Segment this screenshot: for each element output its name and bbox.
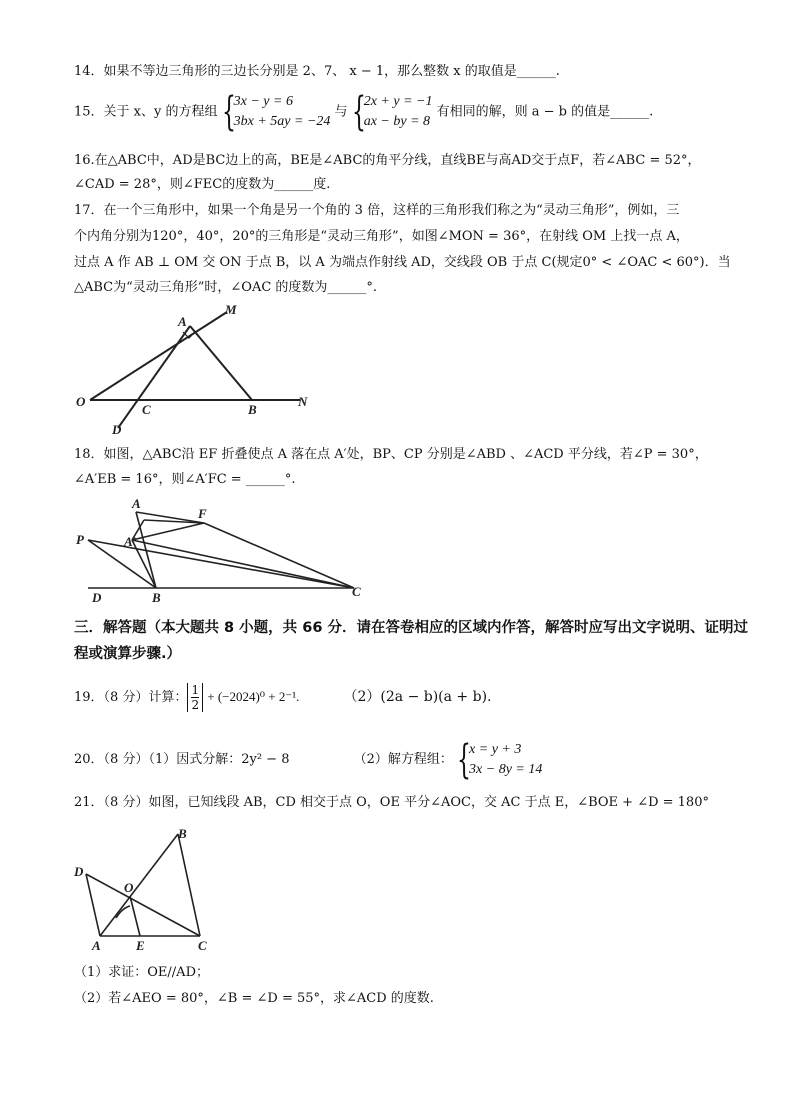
fig18-label-P: P — [76, 532, 84, 547]
figure-18 — [74, 496, 374, 608]
fig17-label-C: C — [142, 402, 151, 417]
question-14: 14．如果不等边三角形的三边长分别是 2、7、 x − 1，那么整数 x 的取值是______. — [74, 64, 560, 79]
fig21-label-D: D — [74, 864, 84, 879]
fig17-label-B: B — [248, 402, 257, 417]
fig17-label-O: O — [76, 394, 86, 409]
q20-part-2: （2）解方程组： — [353, 752, 453, 767]
q19-label: 19．（8 分）计算： — [74, 690, 188, 705]
q15-system-2: { 2x + y = −1 ax − by = 8 — [352, 92, 433, 132]
question-20 — [74, 738, 752, 782]
question-16-line-1: 16.在△ABC中，AD是BC边上的高，BE是∠ABC的角平分线，直线BE与高AD交于点F，若∠ABC = 52°， — [74, 153, 701, 168]
fig17-label-M: M — [225, 302, 237, 317]
q15-suffix: 有相同的解，则 a − b 的值是______. — [436, 104, 654, 120]
q15-system-1: { 3x − y = 6 3bx + 5ay = −24 — [222, 92, 331, 132]
q15-prefix: 15．关于 x、y 的方程组 — [74, 104, 218, 120]
fig18-label-F: F — [198, 506, 207, 521]
question-21-sub-2: （2）若∠AEO = 80°，∠B = ∠D = 55°，求∠ACD 的度数. — [74, 991, 434, 1006]
question-16-line-2: ∠CAD = 28°，则∠FEC的度数为______度. — [74, 177, 331, 192]
section-3-heading: 三．解答题（本大题共 8 小题，共 66 分．请在答卷相应的区域内作答，解答时应写出文字说明、证明过程或演算步骤.） — [74, 620, 748, 662]
fig18-label-B: B — [152, 590, 161, 605]
fig21-label-A: A — [92, 938, 101, 953]
segment-AB — [190, 326, 252, 400]
segment-A-prime-F — [132, 523, 204, 540]
question-18-line-1: 18．如图，△ABC沿 EF 折叠使点 A 落在点 A′处，BP、CP 分别是∠ABD 、∠ACD 平分线，若∠P = 30°， — [74, 447, 708, 462]
fig18-label-C: C — [352, 584, 361, 599]
fig18-label-A-prime: A′ — [124, 534, 137, 549]
question-17-line-1: 17．在一个三角形中，如果一个角是另一个角的 3 倍，这样的三角形我们称之为“灵动三角形”，例如，三 — [74, 203, 680, 218]
segment-FC — [204, 523, 354, 588]
question-18-line-2: ∠A′EB = 16°，则∠A′FC = ______°. — [74, 472, 296, 487]
fig17-label-N: N — [298, 394, 308, 409]
question-21-line-1: 21．（8 分）如图，已知线段 AB，CD 相交于点 O，OE 平分∠AOC，交 AC 于点 E，∠BOE + ∠D = 180° — [74, 795, 709, 810]
segment-AB — [100, 834, 178, 936]
figure-17 — [72, 300, 332, 440]
q20-part-1: 20．（8 分）（1）因式分解：2y² − 8 — [74, 752, 290, 767]
question-21-sub-1: （1）求证：OE//AD； — [74, 965, 209, 980]
question-15 — [74, 92, 752, 132]
question-17-line-3: 过点 A 作 AB ⊥ OM 交 ON 于点 B，以 A 为端点作射线 AD，交线段 OB 于点 C(规定0° < ∠OAC < 60°)．当 — [74, 255, 731, 270]
fig21-label-C: C — [198, 938, 207, 953]
fig21-label-E: E — [136, 938, 145, 953]
fig21-label-O: O — [124, 880, 134, 895]
ray-AD — [118, 326, 190, 428]
figure-21 — [72, 824, 222, 954]
abs-fraction: $\frac{1}{2}$ — [187, 683, 203, 712]
fig17-label-A: A — [178, 314, 187, 329]
question-19 — [74, 680, 752, 715]
fig17-label-D: D — [112, 422, 122, 437]
q19-expression: + (−2024)⁰ + 2⁻¹. — [207, 689, 300, 704]
question-17-line-2: 个内角分别为120°，40°，20°的三角形是“灵动三角形”，如图∠MON = 36°，在射线 OM 上找一点 A， — [74, 229, 689, 244]
segment-DA — [86, 874, 100, 936]
q19-part-2: （2）(2a − b)(a + b). — [343, 689, 492, 705]
segment-A-prime-C — [132, 540, 354, 588]
fig18-label-A: A — [132, 496, 141, 511]
fig21-label-B: B — [178, 826, 187, 841]
ray-OM — [90, 312, 227, 400]
q20-system: { x = y + 3 3x − 8y = 14 — [457, 740, 542, 780]
segment-BC — [178, 834, 200, 936]
segment-DC — [86, 874, 200, 936]
question-17-line-4: △ABC为“灵动三角形”时，∠OAC 的度数为______°. — [74, 280, 378, 295]
q15-mid: 与 — [334, 104, 348, 120]
fig18-label-D: D — [92, 590, 102, 605]
